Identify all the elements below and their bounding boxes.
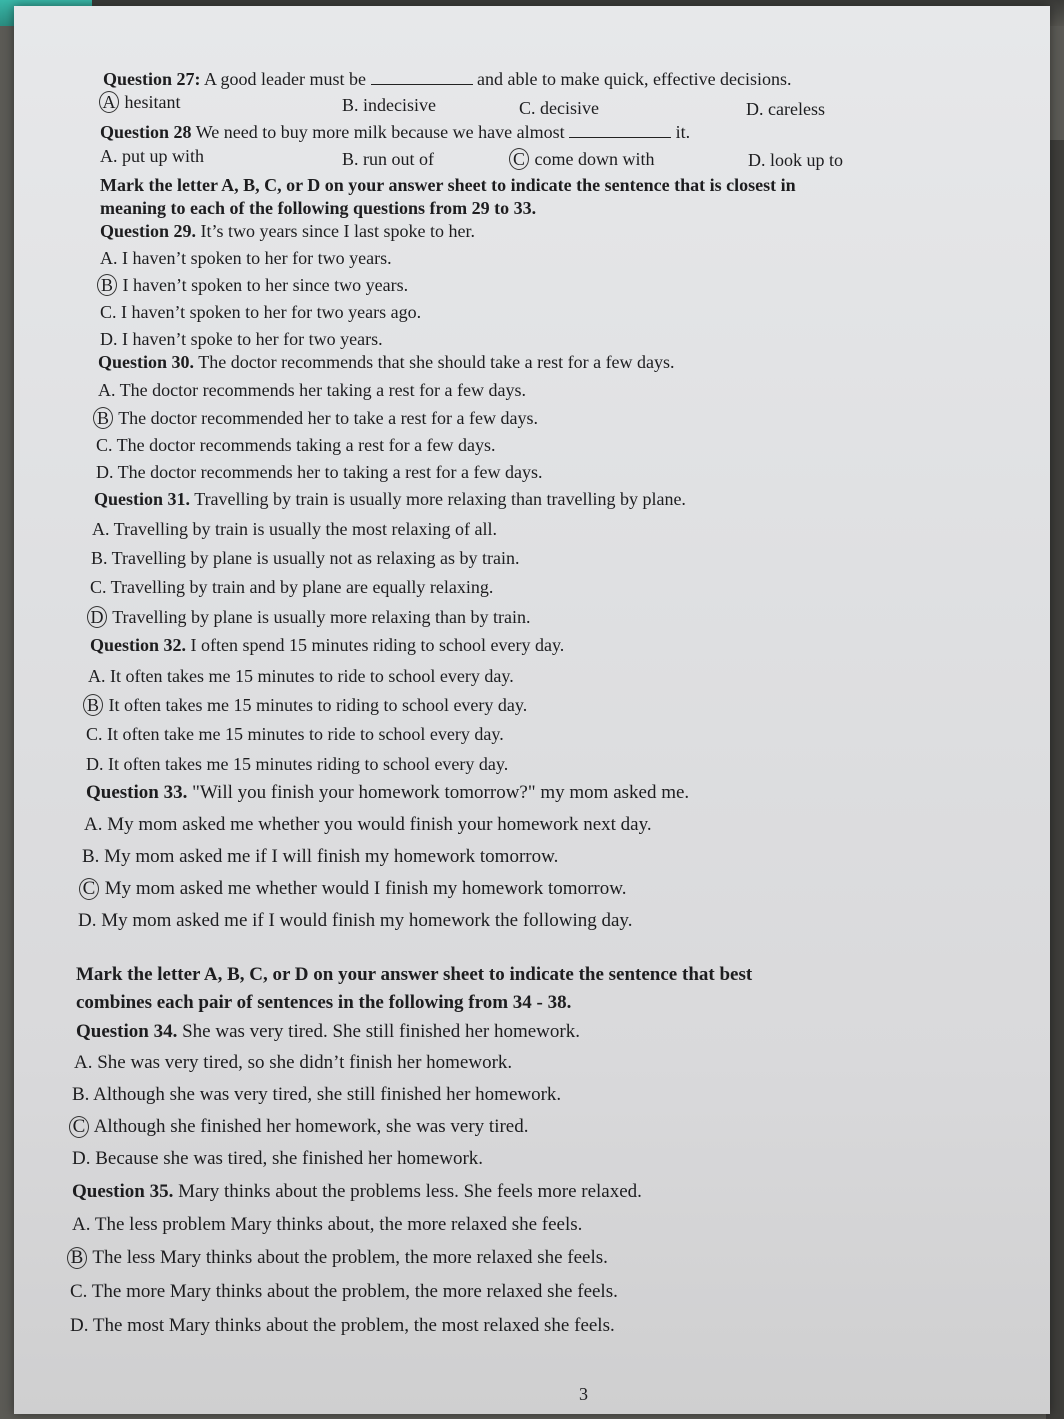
q27-option-d: D. careless	[746, 99, 825, 119]
q33-option-c: C My mom asked me whether would I finish my homework tomorrow.	[82, 878, 626, 900]
q29-option-d: D. I haven’t spoke to her for two years.	[100, 329, 383, 349]
q27-option-b: B. indecisive	[342, 95, 436, 115]
answer-circle: B	[93, 407, 113, 429]
q34-option-c: C Although she finished her homework, she was very tired.	[72, 1116, 529, 1138]
q28-blank	[569, 121, 671, 138]
q34-option-d: D. Because she was tired, she finished her homework.	[72, 1148, 484, 1169]
q28-option-d: D. look up to	[748, 150, 844, 170]
q29-option-a: A. I haven’t spoken to her for two years.	[100, 248, 392, 268]
q35-option-a: A. The less problem Mary thinks about, the more relaxed she feels.	[72, 1214, 583, 1235]
q28-option-c: C come down with	[512, 148, 654, 170]
q28-option-a: A. put up with	[100, 146, 205, 166]
q27-blank	[371, 68, 473, 85]
q32-stem: Question 32. I often spend 15 minutes riding to school every day.	[90, 635, 565, 655]
q29-stem: Question 29. It’s two years since I last spoke to her.	[100, 221, 475, 241]
q32-option-c: C. It often take me 15 minutes to ride to school every day.	[86, 724, 504, 744]
q35-option-d: D. The most Mary thinks about the problem, the most relaxed she feels.	[70, 1315, 615, 1336]
page-number: 3	[579, 1384, 588, 1404]
q34-option-b: B. Although she was very tired, she still finished her homework.	[72, 1084, 562, 1105]
instruction-2-line-2: combines each pair of sentences in the following from 34 - 38.	[76, 992, 572, 1013]
q35-option-c: C. The more Mary thinks about the problem, the more relaxed she feels.	[70, 1281, 618, 1302]
q33-option-d: D. My mom asked me if I would finish my homework the following day.	[78, 910, 633, 931]
q30-option-a: A. The doctor recommends her taking a rest for a few days.	[98, 380, 527, 400]
q32-option-b: B It often takes me 15 minutes to riding to school every day.	[86, 694, 527, 716]
q31-option-c: C. Travelling by train and by plane are equally relaxing.	[90, 577, 494, 597]
instruction-1-line-1: Mark the letter A, B, C, or D on your answer sheet to indicate the sentence that is closest in	[100, 175, 796, 195]
q31-stem: Question 31. Travelling by train is usually more relaxing than travelling by plane.	[94, 489, 686, 509]
q28-option-b: B. run out of	[342, 149, 434, 169]
q30-stem: Question 30. The doctor recommends that she should take a rest for a few days.	[98, 352, 675, 372]
q31-option-b: B. Travelling by plane is usually not as relaxing as by train.	[91, 548, 520, 568]
q31-option-a: A. Travelling by train is usually the most relaxing of all.	[92, 519, 497, 539]
q31-option-d: D Travelling by plane is usually more relaxing than by train.	[90, 606, 530, 628]
q34-option-a: A. She was very tired, so she didn’t finish her homework.	[74, 1052, 513, 1073]
q34-stem: Question 34. She was very tired. She still finished her homework.	[76, 1021, 580, 1042]
q27-option-a: A hesitant	[102, 91, 181, 113]
answer-circle: C	[79, 878, 99, 900]
answer-circle: B	[97, 274, 117, 296]
q35-stem: Question 35. Mary thinks about the problems less. She feels more relaxed.	[72, 1181, 642, 1202]
q32-option-a: A. It often takes me 15 minutes to ride to school every day.	[88, 666, 514, 686]
q29-option-b: B I haven’t spoken to her since two years.	[100, 274, 408, 296]
q29-option-c: C. I haven’t spoken to her for two years ago.	[100, 302, 422, 322]
answer-circle: C	[69, 1116, 89, 1138]
q30-option-d: D. The doctor recommends her to taking a rest for a few days.	[96, 462, 543, 482]
instruction-1-line-2: meaning to each of the following questions from 29 to 33.	[100, 198, 537, 218]
q33-option-b: B. My mom asked me if I will finish my homework tomorrow.	[82, 846, 559, 867]
answer-circle: C	[509, 148, 529, 170]
q32-option-d: D. It often takes me 15 minutes riding to school every day.	[86, 754, 509, 774]
q33-stem: Question 33. "Will you finish your homework tomorrow?" my mom asked me.	[86, 782, 690, 803]
q30-option-c: C. The doctor recommends taking a rest for a few days.	[96, 435, 496, 455]
answer-circle: A	[99, 91, 119, 113]
q27-stem: Question 27: A good leader must be and able to make quick, effective decisions.	[103, 69, 792, 89]
answer-circle: D	[87, 606, 107, 628]
q27-option-c: C. decisive	[519, 98, 599, 118]
q30-option-b: B The doctor recommended her to take a rest for a few days.	[96, 407, 538, 429]
instruction-2-line-1: Mark the letter A, B, C, or D on your answer sheet to indicate the sentence that best	[76, 964, 753, 985]
answer-circle: B	[67, 1247, 87, 1269]
worksheet-page	[14, 6, 1050, 1414]
q33-option-a: A. My mom asked me whether you would finish your homework next day.	[84, 814, 652, 835]
q35-option-b: B The less Mary thinks about the problem, the more relaxed she feels.	[70, 1247, 608, 1269]
q28-stem: Question 28 We need to buy more milk because we have almost it.	[100, 122, 691, 142]
answer-circle: B	[83, 694, 103, 716]
